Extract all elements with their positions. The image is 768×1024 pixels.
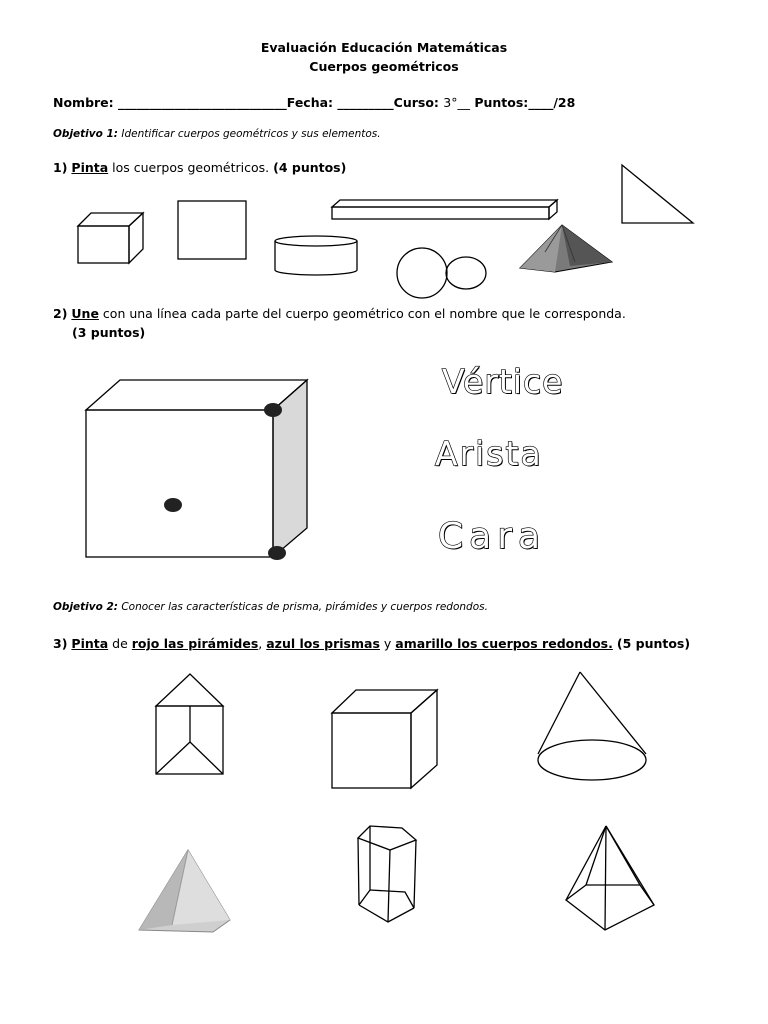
objective-1: Objetivo 1: Identificar cuerpos geométricos y sus elementos.: [53, 128, 381, 140]
nombre-field[interactable]: ___________________________: [118, 95, 287, 110]
q1-cube[interactable]: [78, 213, 143, 263]
student-info-line: [53, 95, 575, 110]
fecha-label: Fecha:: [286, 95, 334, 110]
question-2-points: (3 puntos): [72, 325, 146, 340]
question-1: 1) Pinta los cuerpos geométricos. (4 puntos): [53, 160, 347, 175]
curso-label: Curso:: [393, 95, 439, 110]
edge-dot[interactable]: [268, 546, 286, 560]
question-3-figures: [0, 660, 768, 950]
question-2: 2) Une con una línea cada parte del cuerpo geométrico con el nombre que le corresponda.: [53, 306, 626, 321]
question-2-figure: [0, 370, 768, 590]
nombre-label: Nombre:: [53, 95, 114, 110]
q3-cone[interactable]: [538, 672, 646, 780]
q1-circle-ellipse[interactable]: [397, 248, 486, 298]
puntos-field[interactable]: ____/28: [528, 95, 576, 110]
q1-square[interactable]: [178, 201, 246, 259]
objective-2: Objetivo 2: Conocer las características de prisma, pirámides y cuerpos redondos.: [53, 601, 488, 613]
curso-field[interactable]: 3°__: [443, 95, 470, 110]
q1-flat-prism[interactable]: [332, 200, 557, 219]
term-cara[interactable]: Cara: [438, 516, 547, 557]
q1-cylinder[interactable]: [275, 236, 357, 275]
page-subtitle: Cuerpos geométricos: [309, 59, 459, 74]
term-arista[interactable]: Arista: [435, 434, 543, 473]
q3-pentagonal-prism[interactable]: [358, 826, 416, 922]
q3-cube[interactable]: [332, 690, 437, 788]
q3-triangular-prism[interactable]: [156, 674, 223, 774]
question-3: 3) Pinta de rojo las pirámides, azul los prismas y amarillo los cuerpos redondos. (5 puntos): [53, 636, 691, 651]
q3-square-pyramid[interactable]: [139, 850, 230, 932]
face-dot[interactable]: [164, 498, 182, 512]
q3-pentagonal-pyramid[interactable]: [566, 826, 654, 930]
term-vertice[interactable]: Vértice: [442, 362, 564, 401]
q1-triangle[interactable]: [622, 165, 693, 223]
q1-pyramid[interactable]: [520, 225, 612, 272]
vertex-dot[interactable]: [264, 403, 282, 417]
puntos-label: Puntos:: [474, 95, 529, 110]
fecha-field[interactable]: _________: [337, 95, 394, 110]
page-title: Evaluación Educación Matemáticas: [260, 40, 508, 55]
